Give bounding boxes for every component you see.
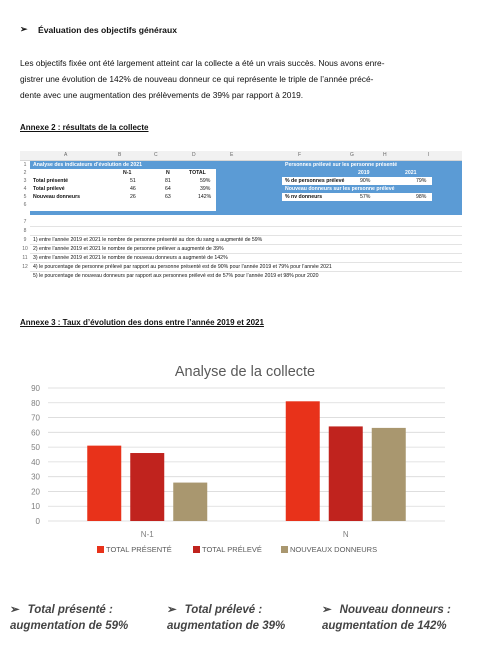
note-line: 1) entre l’année 2019 et 2021 le nombre de personne présenté au don du sang a augmenté de 59% (33, 237, 263, 243)
column-header: D (192, 152, 196, 158)
row-number: 11 (22, 255, 28, 261)
cell-value: 63 (165, 194, 171, 200)
header-n: N (166, 170, 170, 176)
legend-swatch (97, 546, 104, 553)
cell-value: 26 (130, 194, 136, 200)
note-line: 5) le pourcentage de nouveau donneurs par rapport aux personnes prélevé est de 57% pour l’année 2019 et 98% pour 2020 (33, 273, 319, 279)
bar (173, 483, 207, 521)
cell-value: 90% (360, 178, 371, 184)
y-tick-label: 70 (31, 413, 40, 423)
annex3-title: Annexe 3 : Taux d’évolution des dons entre l’année 2019 et 2021 (20, 318, 264, 327)
legend-swatch (281, 546, 288, 553)
legend-swatch (193, 546, 200, 553)
header-2021: 2021 (405, 170, 417, 176)
bar (130, 453, 164, 521)
column-header: I (428, 152, 430, 158)
cell-value: 46 (130, 186, 136, 192)
summary-item (322, 602, 451, 634)
row-number: 7 (23, 219, 27, 225)
header-total: TOTAL (189, 170, 206, 176)
row-number: 10 (22, 246, 28, 252)
chart-svg (20, 354, 464, 574)
cell-value: 39% (200, 186, 211, 192)
header-2019: 2019 (358, 170, 370, 176)
column-header: A (64, 152, 68, 158)
summary-label: Nouveau donneurs : (339, 604, 451, 616)
x-tick-label: N (342, 530, 349, 539)
y-tick-label: 90 (31, 384, 40, 393)
row-number: 8 (23, 228, 27, 234)
row-label: Total prélevé (33, 186, 65, 192)
y-tick-label: 80 (31, 398, 40, 408)
arrow-bullet-icon: ➢ (167, 604, 177, 616)
bar-chart (20, 354, 464, 574)
cell-value: 81 (165, 178, 171, 184)
grid-line (30, 253, 462, 254)
column-header: E (230, 152, 234, 158)
legend-label: TOTAL PRÉSENTÉ (106, 545, 172, 554)
row-number: 3 (23, 178, 27, 184)
grid-line (30, 262, 462, 263)
row-number: 12 (22, 264, 28, 270)
row-number: 9 (23, 237, 27, 243)
summary-value: augmentation de 142% (322, 620, 447, 632)
left-table-title: Analyse des indicateurs d’évolution de 2021 (33, 162, 142, 168)
right-table-title1: Personnes prélevé sur les personne présenté (285, 162, 398, 168)
cell-value: 59% (200, 178, 211, 184)
note-line: 3) entre l’année 2019 et 2021 le nombre de nouveau donneurs a augmenté de 142% (33, 255, 228, 261)
cell-value: 98% (416, 194, 427, 200)
row-number: 4 (23, 186, 27, 192)
column-header: G (350, 152, 354, 158)
note-line: 2) entre l’année 2019 et 2021 le nombre de personne prélever a augmenté de 39% (33, 246, 224, 252)
row-label: % nv donneurs (285, 194, 323, 200)
summary-label: Total prélevé : (184, 604, 263, 616)
arrow-bullet-icon: ➢ (20, 24, 28, 34)
y-tick-label: 0 (35, 517, 40, 526)
x-tick-label: N-1 (140, 530, 154, 539)
column-header-row (20, 151, 462, 161)
grid-line (30, 235, 462, 236)
summary-item (10, 602, 128, 634)
column-header: H (383, 152, 387, 158)
y-tick-label: 50 (31, 443, 40, 453)
row-label: % de personnes prélevé (285, 178, 345, 184)
row-number: 6 (23, 202, 27, 208)
annex2-title: Annexe 2 : résultats de la collecte (20, 123, 149, 132)
section-paragraph (20, 55, 464, 103)
row-label: Nouveau donneurs (33, 194, 80, 200)
spreadsheet (20, 151, 462, 288)
cell-value: 57% (360, 194, 371, 200)
column-header: F (298, 152, 302, 158)
row-label: Total présenté (33, 178, 69, 184)
y-tick-label: 10 (31, 502, 40, 512)
column-header: B (118, 152, 122, 158)
legend-label: NOUVEAUX DONNEURS (290, 545, 378, 554)
section-heading (20, 24, 177, 35)
paragraph-line: Les objectifs fixée ont été largement atteint car la collecte a été un vrais succès. Nous avons enre- (20, 58, 385, 68)
bar (87, 446, 121, 521)
bar (286, 401, 320, 521)
chart-title: Analyse de la collecte (174, 364, 316, 380)
note-line: 4) le pourcentage de personne prélevé par rapport au personne présenté est de 90% pour l’année 2019 et 79% pour l’année 2021 (33, 264, 332, 270)
right-table-title2: Nouveau donneurs sur les personne prélevé (285, 186, 395, 192)
header-n1: N-1 (123, 170, 132, 176)
arrow-bullet-icon: ➢ (10, 604, 20, 616)
summary-value: augmentation de 39% (167, 620, 286, 632)
cell-value: 51 (130, 178, 136, 184)
cell-value: 142% (198, 194, 212, 200)
y-tick-label: 40 (31, 457, 40, 467)
paragraph-line: dente avec une augmentation des prélèvements de 39% par rapport à 2019. (20, 90, 304, 100)
bar (372, 428, 406, 521)
y-tick-label: 30 (31, 472, 40, 482)
row-number: 2 (23, 170, 27, 176)
section-title: Évaluation des objectifs généraux (38, 24, 177, 35)
summary-item (167, 602, 285, 634)
summary-label: Total présenté : (27, 604, 113, 616)
grid-line (30, 226, 462, 227)
y-tick-label: 60 (31, 428, 40, 438)
paragraph-line: gistrer une évolution de 142% de nouveau donneur ce qui représente le triple de l’année précé- (20, 74, 374, 84)
bar (329, 426, 363, 521)
row-number: 5 (23, 194, 27, 200)
summary-value: augmentation de 59% (10, 620, 129, 632)
row-number: 1 (23, 162, 27, 168)
arrow-bullet-icon: ➢ (322, 604, 332, 616)
y-tick-label: 20 (31, 487, 40, 497)
grid-line (30, 244, 462, 245)
cell-value: 64 (165, 186, 171, 192)
grid-line (30, 271, 462, 272)
legend-label: TOTAL PRÉLEVÉ (202, 545, 262, 554)
cell-value: 79% (416, 178, 427, 184)
column-header: C (154, 152, 158, 158)
